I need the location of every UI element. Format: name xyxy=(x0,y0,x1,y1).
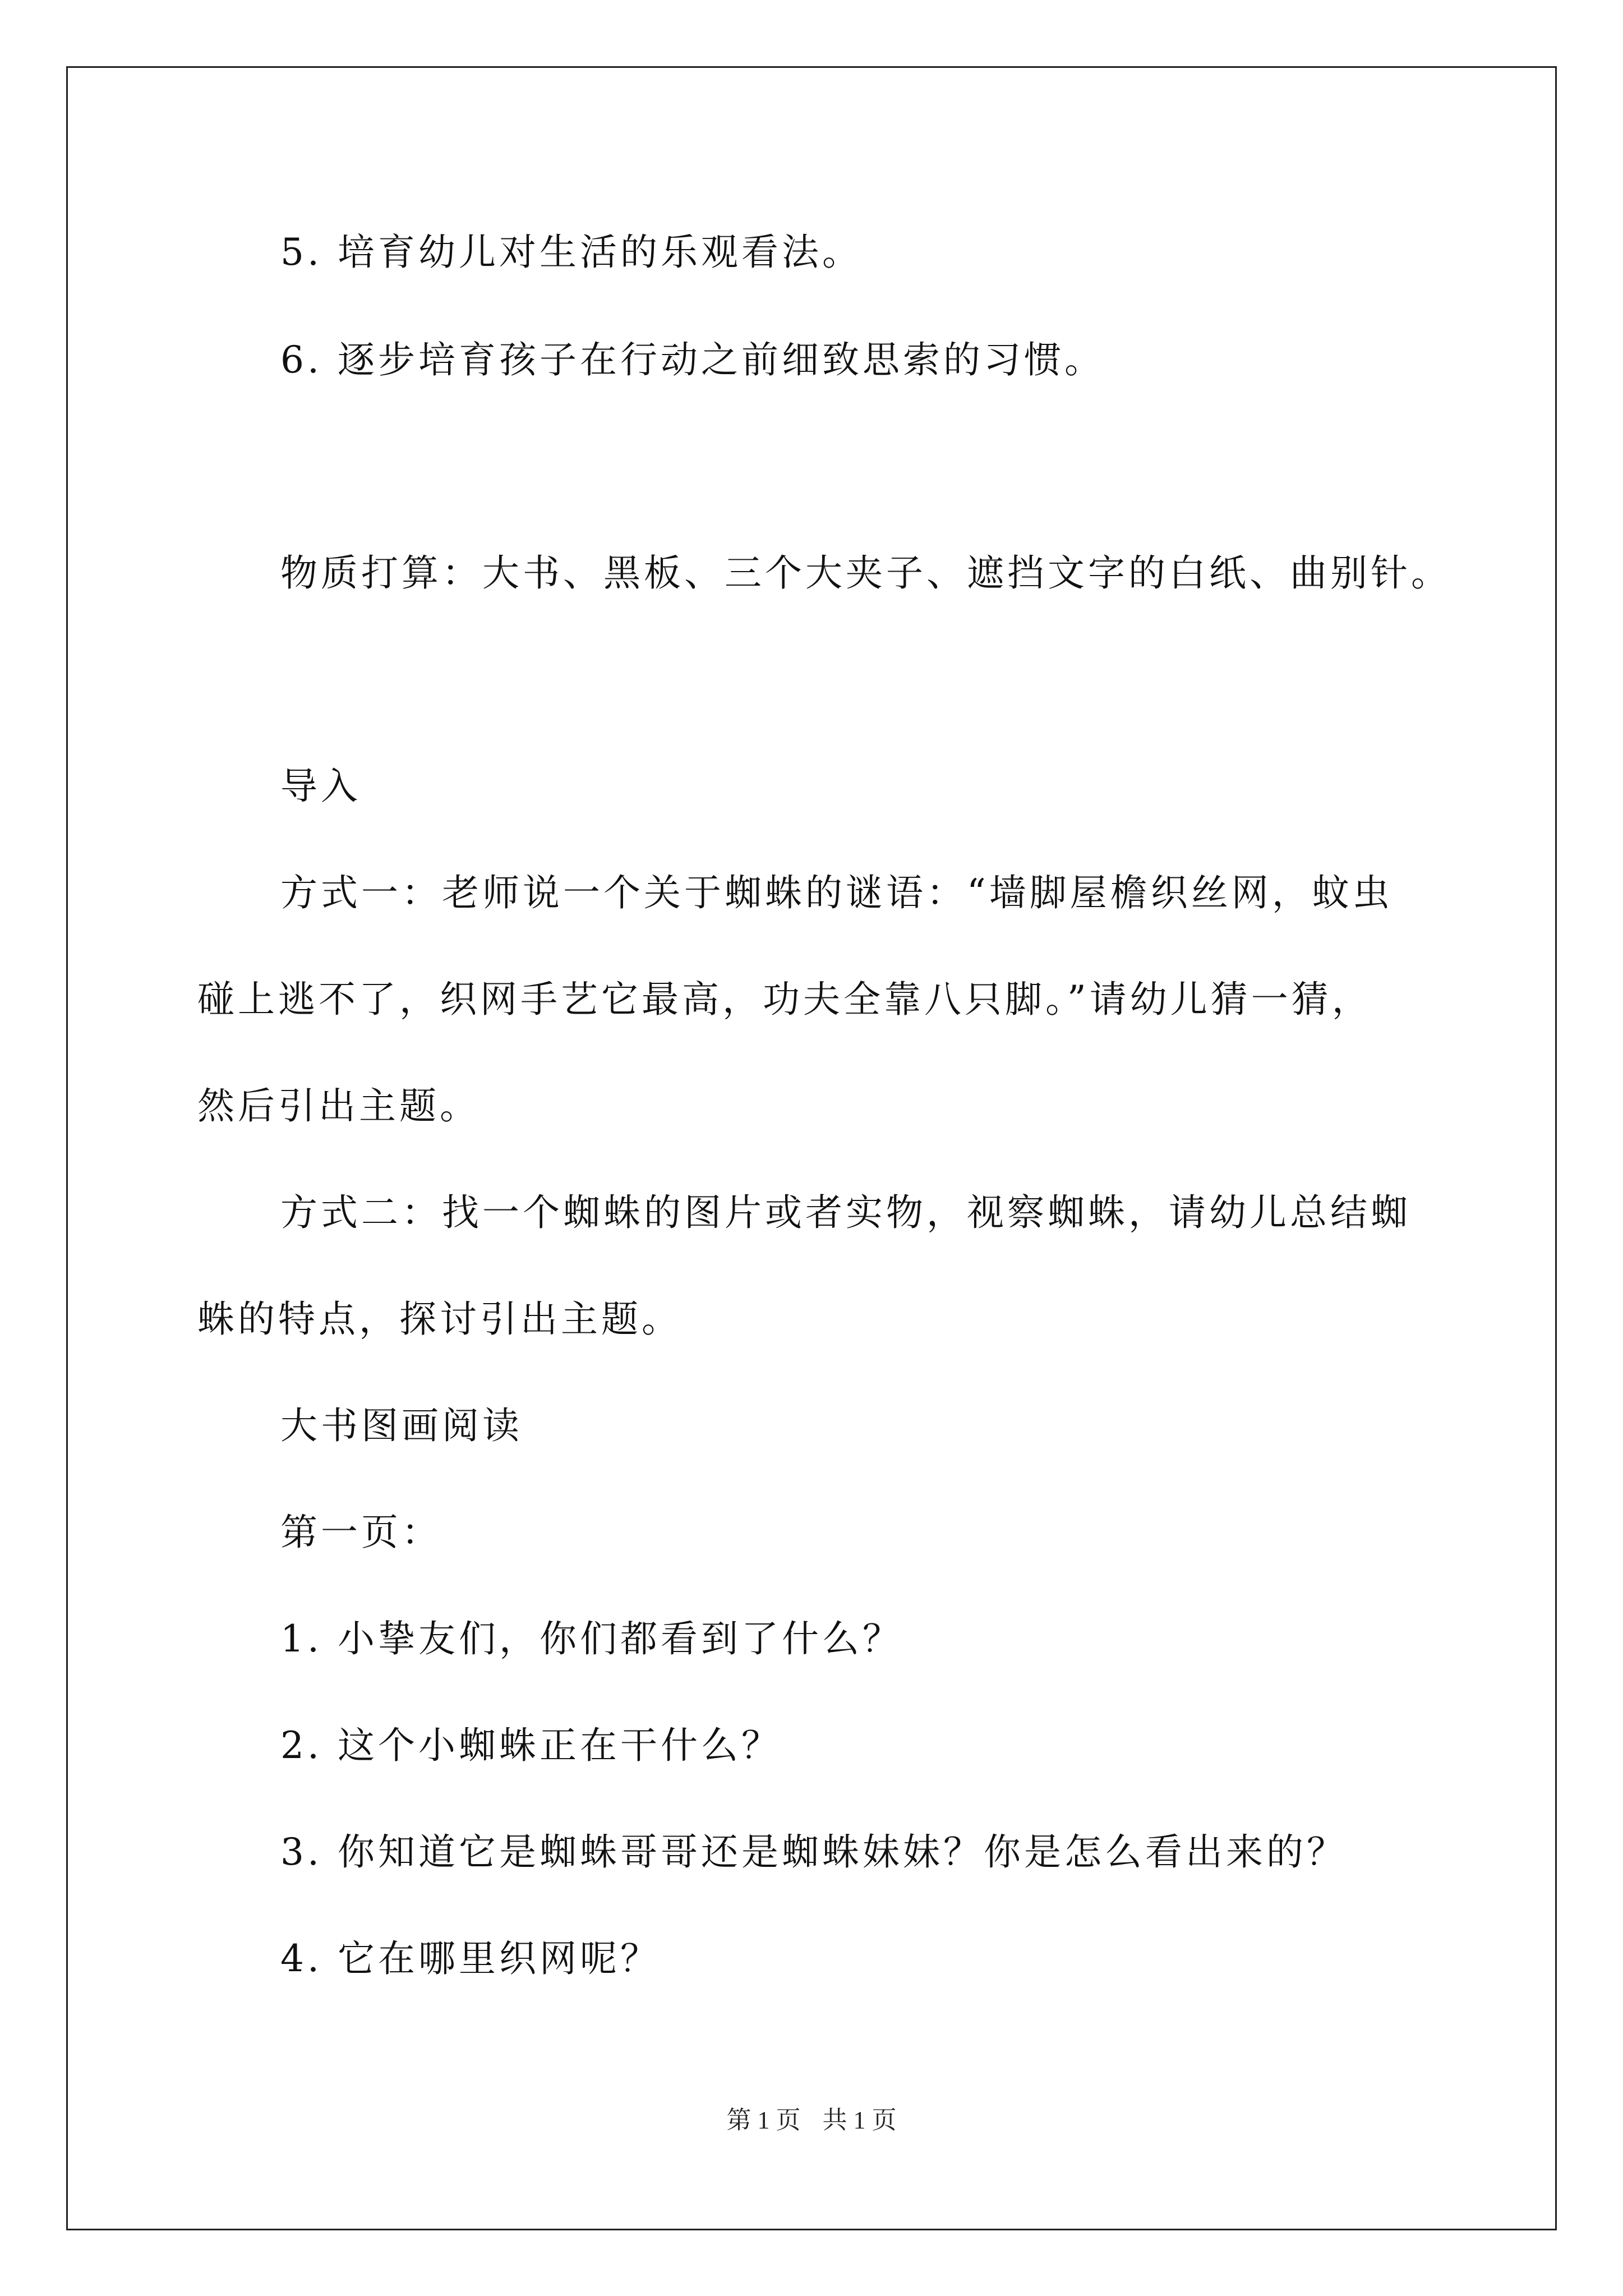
method-two-line-1: 方式二：找一个蜘蛛的图片或者实物，视察蜘蛛，请幼儿总结蜘 xyxy=(280,1191,1411,1234)
page-one-heading: 第一页： xyxy=(280,1511,442,1554)
list-item-6: 6. 逐步培育孩子在行动之前细致思索的习惯。 xyxy=(280,338,1105,381)
question-3: 3. 你知道它是蜘蛛哥哥还是蜘蛛妹妹？你是怎么看出来的？ xyxy=(280,1830,1347,1874)
question-2: 2. 这个小蜘蛛正在干什么？ xyxy=(280,1724,782,1767)
question-4: 4. 它在哪里织网呢？ xyxy=(280,1937,661,1980)
list-item-5: 5. 培育幼儿对生活的乐观看法。 xyxy=(280,231,863,274)
method-one-line-1: 方式一：老师说一个关于蜘蛛的谜语：“墙脚屋檐织丝网，蚊虫 xyxy=(280,871,1393,914)
method-two-line-2: 蛛的特点，探讨引出主题。 xyxy=(197,1297,682,1341)
question-1: 1. 小挚友们，你们都看到了什么？ xyxy=(280,1617,903,1660)
section-heading-reading: 大书图画阅读 xyxy=(280,1404,523,1447)
section-heading-intro: 导入 xyxy=(280,765,361,808)
page-footer xyxy=(0,2105,1623,2136)
page-number: 第 1 页 xyxy=(726,2106,801,2134)
method-one-line-2: 碰上逃不了，织网手艺它最高，功夫全靠八只脚。”请幼儿猜一猜， xyxy=(197,978,1372,1021)
method-one-line-3: 然后引出主题。 xyxy=(197,1084,480,1128)
page-total: 共 1 页 xyxy=(822,2106,897,2134)
materials-paragraph: 物质打算：大书、黑板、三个大夹子、遮挡文字的白纸、曲别针。 xyxy=(280,551,1451,595)
